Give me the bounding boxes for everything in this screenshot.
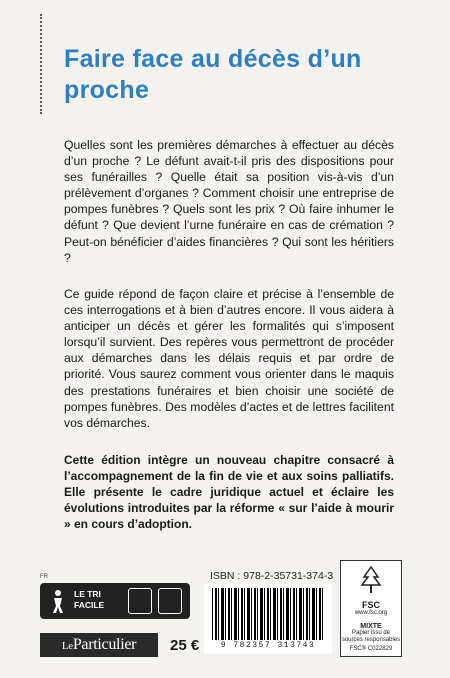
paper-bin-icon [128, 588, 152, 614]
edition-paragraph: Cette édition intègre un nouveau chapitre consacré à l’accompagnement de la fin de vie et aux soins palliatifs. Elle présente le cadre juridique actuel et éclaire les évolutions introduites par la réforme « sur l’aide à mourir » en cours d’adoption. [64, 453, 394, 532]
dotted-line-decoration [40, 14, 42, 114]
fsc-url: www.fsc.org [354, 610, 388, 616]
price: 25 € [170, 637, 200, 654]
tri-country-code: FR [40, 574, 48, 580]
fsc-label [340, 560, 402, 657]
fsc-brand: FSC [362, 600, 380, 610]
intro-paragraph: Quelles sont les premières démarches à effectuer au décès d’un proche ? Le défunt avait-t-il pris des dispositions pour ses funérailles ? Quelle était sa position vis-à-vis d’un prélèvement d’organes ? Comment choisir une entreprise de pompes funèbres ? Quels sont les prix ? Où faire inhumer le défunt ? Que devient l’urne funéraire en cas de crémation ? Peut-on bénéficier d’aides financières ? Qui sont les héritiers ? [64, 138, 394, 265]
book-title: Faire face au décès d’un proche [64, 45, 362, 104]
publisher-logo-prefix: Le [61, 640, 73, 652]
fsc-tree-icon [356, 565, 386, 595]
tri-label-line1: LE TRI [74, 589, 101, 599]
tri-label [74, 589, 104, 611]
tri-label-line2: FACILE [74, 600, 105, 610]
publisher-logo [40, 633, 158, 657]
barcode-bars [212, 588, 324, 640]
barcode-digits: 9 782357 313743 [220, 641, 316, 650]
fsc-mixte: MIXTE [360, 623, 382, 630]
fsc-description: Papier issu de sources responsables [341, 630, 401, 643]
recycling-person-icon [46, 588, 70, 614]
bin-icon [158, 588, 182, 614]
guide-paragraph: Ce guide répond de façon claire et précise à l’ensemble de ces interrogations et à bien d’autres encore. Il vous aidera à anticiper un décès et gérer les formalités qui s’imposent lorsqu’il survient. Des repères vous permettront de procéder aux démarches dans les délais requis et par ordre de priorité. Vous saurez comment vous orienter dans le maquis des prestations funéraires et bien choisir une société de pompes funèbres. Des modèles d’actes et de lettres facilitent vos démarches. [64, 287, 394, 430]
fsc-code: FSC® C022829 [349, 646, 393, 652]
publisher-logo-name: Particulier [72, 636, 137, 653]
tri-recycling-badge [40, 583, 190, 619]
barcode [204, 584, 332, 654]
isbn: ISBN : 978-2-35731-374-3 [210, 570, 334, 582]
